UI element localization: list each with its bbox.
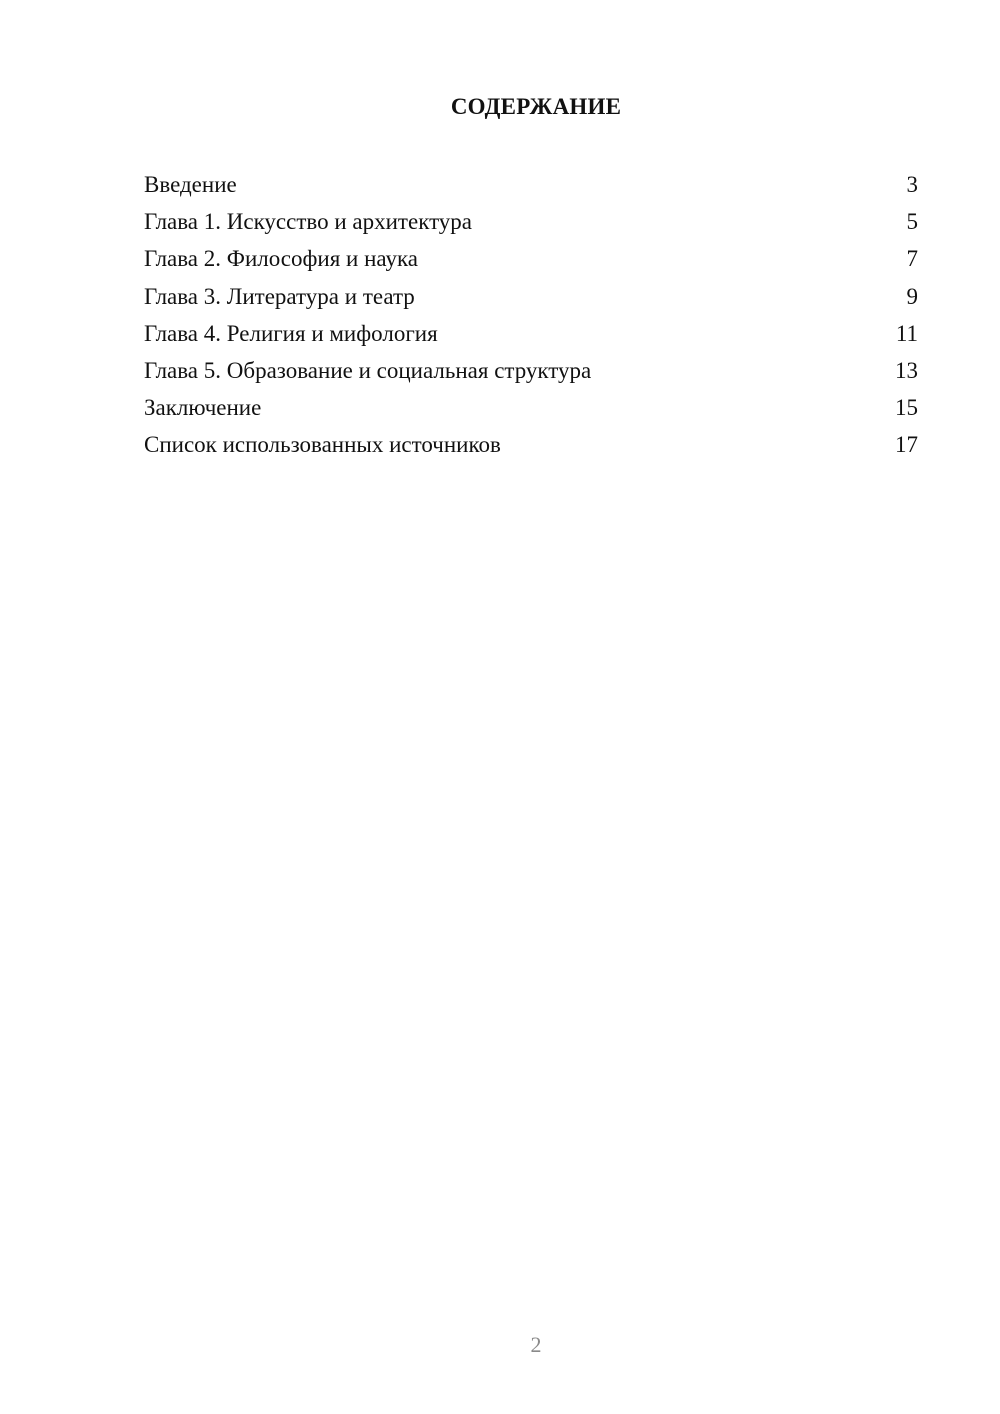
- toc-entry-page: 11: [895, 320, 918, 346]
- toc-entry-chapter-5: [144, 354, 918, 391]
- toc-entry-label: Заключение: [144, 395, 262, 421]
- toc-entry-page: 3: [906, 172, 918, 197]
- toc-entry-chapter-1: [144, 205, 918, 242]
- page-number: 2: [530, 1332, 542, 1357]
- toc-entry-chapter-2: [144, 242, 918, 279]
- toc-entry-label: Глава 1. Искусство и архитектура: [144, 209, 473, 235]
- toc-entry-label: Глава 2. Философия и наука: [144, 246, 418, 272]
- toc-entry-label: Введение: [144, 172, 237, 197]
- toc-entry-page: 13: [895, 357, 918, 383]
- toc-entry-conclusion: [144, 391, 918, 428]
- toc-entry-page: 15: [895, 395, 918, 421]
- toc-entry-introduction: [144, 168, 918, 205]
- table-of-contents: [144, 168, 918, 466]
- page-title: СОДЕРЖАНИЕ: [450, 94, 622, 119]
- toc-entry-page: 7: [906, 246, 918, 272]
- toc-entry-label: Глава 3. Литература и театр: [144, 283, 415, 309]
- toc-entry-label: Глава 4. Религия и мифология: [144, 320, 438, 346]
- toc-entry-chapter-3: [144, 280, 918, 317]
- toc-entry-label: Глава 5. Образование и социальная структура: [144, 357, 592, 383]
- toc-entry-label: Список использованных источников: [144, 432, 501, 458]
- toc-entry-references: [144, 428, 918, 465]
- toc-entry-page: 9: [906, 283, 918, 309]
- toc-entry-page: 17: [895, 432, 918, 458]
- toc-entry-page: 5: [906, 209, 918, 235]
- toc-entry-chapter-4: [144, 317, 918, 354]
